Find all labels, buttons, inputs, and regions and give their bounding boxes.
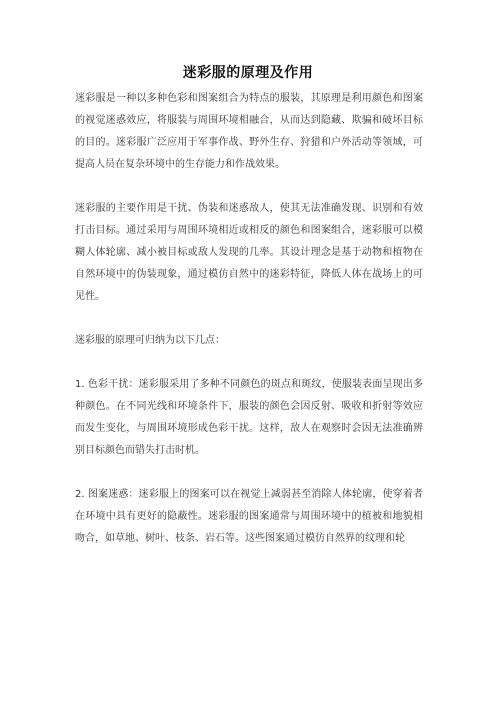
document-body (75, 88, 423, 550)
paragraph-purpose: 迷彩服的主要作用是干扰、伪装和迷惑敌人，使其无法准确发现、识别和有效打击目标。通过采用与周围环境相近或相反的颜色和图案组合，迷彩服可以模糊人体轮廓、减小被目标或敌人发现的几率。其设计理念是基于动物和植物在自然环境中的伪装现象，通过模仿自然中的迷彩特征，降低人体在战场上的可见性。 (75, 203, 423, 302)
paragraph-intro: 迷彩服是一种以多种色彩和图案组合为特点的服装，其原理是利用颜色和图案的视觉迷惑效应，将服装与周围环境相融合，从而达到隐藏、欺骗和破坏目标的目的。迷彩服广泛应用于军事作战、野外生存、狩猎和户外活动等领域，可提高人员在复杂环境中的生存能力和作战效果。 (75, 93, 423, 170)
paragraph-color-interference: 1. 色彩干扰：迷彩服采用了多种不同颜色的斑点和斑纹，使服装表面呈现出多种颜色。在不同光线和环境条件下，服装的颜色会因反射、吸收和折射等效应而发生变化，与周围环境形成色彩干扰。这样，敌人在观察时会因无法准确辨别目标颜色而错失打击时机。 (75, 379, 423, 456)
paragraph-principles-intro: 迷彩服的原理可归纳为以下几点： (75, 335, 225, 346)
paragraph-pattern-confusion: 2. 图案迷惑：迷彩服上的图案可以在视觉上减弱甚至消除人体轮廓，使穿着者在环境中具有更好的隐蔽性。迷彩服的图案通常与周围环境中的植被和地貌相吻合，如草地、树叶、枝条、岩石等。这些图案通过模仿自然界的纹理和轮 (75, 489, 423, 544)
paragraph-spacer (75, 308, 423, 330)
document-title: 迷彩服的原理及作用 (182, 65, 314, 81)
paragraph-spacer (75, 176, 423, 198)
paragraph-spacer (75, 352, 423, 374)
paragraph-spacer (75, 462, 423, 484)
